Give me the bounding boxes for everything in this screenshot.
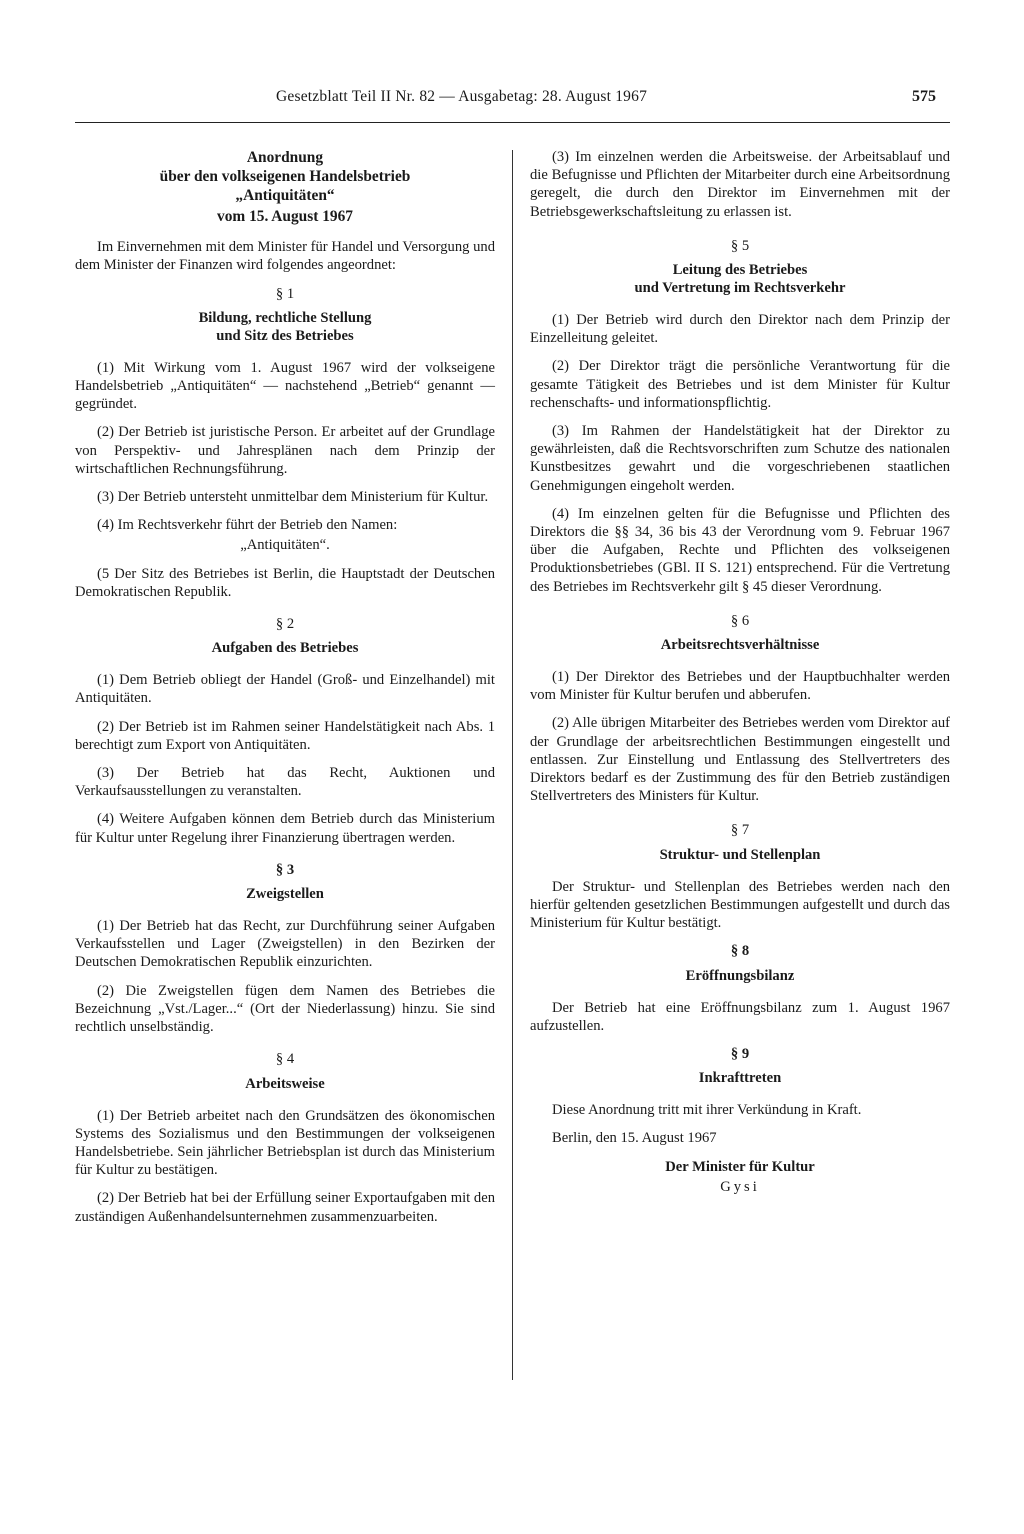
ordinance-title xyxy=(75,148,495,205)
section-2-para-3: (3) Der Betrieb hat das Recht, Auktionen und Verkaufsausstellungen zu veranstalten. xyxy=(75,765,495,800)
section-1-para-5: (5 Der Sitz des Betriebes ist Berlin, die Hauptstadt der Deutschen Demokratischen Republik. xyxy=(75,565,495,600)
signatory-title: Der Minister für Kultur xyxy=(665,1158,815,1175)
section-6-para-1: (1) Der Direktor des Betriebes und der Hauptbuchhalter werden vom Minister für Kultur berufen und abberufen. xyxy=(530,669,950,704)
section-6-heading: Arbeitsrechtsverhältnisse xyxy=(660,637,820,654)
section-7-para-1: Der Struktur- und Stellenplan des Betriebes werden nach den hierfür geltenden gesetzlichen Bestimmungen aufgestellt und durch das Ministerium für Kultur bestätigt. xyxy=(530,878,950,932)
section-1-heading-line-2: und Sitz des Betriebes xyxy=(216,327,354,344)
section-5-para-4: (4) Im einzelnen gelten für die Befugnisse und Pflichten des Direktors die §§ 34, 36 bis 43 der Verordnung vom 9. Februar 1967 über die Aufgaben, Rechte und Pflichten des volkseigenen Produktionsbetriebes (GBl. II S. 121) entsprechend. Für die Vertretung des Betriebes im Rechtsverkehr gilt § 45 dieser Verordnung. xyxy=(530,505,950,595)
section-1-para-3: (3) Der Betrieb untersteht unmittelbar dem Ministerium für Kultur. xyxy=(97,489,489,506)
section-1-heading-line-1: Bildung, rechtliche Stellung xyxy=(198,309,372,326)
section-5-para-1: (1) Der Betrieb wird durch den Direktor nach dem Prinzip der Einzelleitung geleitet. xyxy=(530,312,950,347)
section-8-number: § 8 xyxy=(730,943,750,960)
section-1-company-name: „Antiquitäten“. xyxy=(240,537,330,554)
page-header-title: Gesetzblatt Teil II Nr. 82 — Ausgabetag: 28. August 1967 xyxy=(276,88,648,105)
section-5-heading-line-1: Leitung des Betriebes xyxy=(672,262,808,279)
section-2-heading: Aufgaben des Betriebes xyxy=(211,640,359,657)
section-8-para-1: Der Betrieb hat eine Eröffnungsbilanz zum 1. August 1967 aufzustellen. xyxy=(530,999,950,1034)
right-column xyxy=(530,148,950,1198)
section-3-para-1: (1) Der Betrieb hat das Recht, zur Durchführung seiner Aufgaben Verkaufsstellen und Lager (Zweigstellen) in den Bezirken der Deutschen Demokratischen Republik einzurichten. xyxy=(75,918,495,971)
title-line-1: Anordnung xyxy=(246,149,324,166)
section-2-para-2: (2) Der Betrieb ist im Rahmen seiner Handelstätigkeit nach Abs. 1 berechtigt zum Export von Antiquitäten. xyxy=(75,718,495,753)
section-5-para-3: (3) Im Rahmen der Handelstätigkeit hat der Direktor zu gewährleisten, daß die Rechtsvorschriften zum Schutze des nationalen Kunstbesitzes gewahrt und die vorgeschriebenen staatlichen Genehmigungen eingeholt werden. xyxy=(530,423,950,494)
header-rule xyxy=(75,122,950,123)
section-9-para-1: Diese Anordnung tritt mit ihrer Verkündung in Kraft. xyxy=(552,1102,862,1119)
ordinance-date: vom 15. August 1967 xyxy=(217,208,353,225)
intro-paragraph: Im Einvernehmen mit dem Minister für Handel und Versorgung und dem Minister der Finanzen wird folgendes angeordnet: xyxy=(75,239,495,274)
section-5-heading xyxy=(530,261,950,297)
section-4-para-1: (1) Der Betrieb arbeitet nach den Grundsätzen des ökonomischen Systems des Sozialismus und den Bestimmungen der volkseigenen Handelsbetriebe. Sein jährlicher Betriebsplan ist durch das Ministerium für Kultur zu bestätigen. xyxy=(75,1107,495,1179)
section-1-number: § 1 xyxy=(275,285,295,302)
section-4-para-3: (3) Im einzelnen werden die Arbeitsweise. der Arbeitsablauf und die Befugnisse und Pflichten der Mitarbeiter durch eine Arbeitsordnung geregelt, die durch den Direktor im Einvernehmen mit der Betriebsgewerkschaftsleitung zu erlassen ist. xyxy=(530,149,950,220)
section-3-number: § 3 xyxy=(275,861,295,878)
section-2-para-1: (1) Dem Betrieb obliegt der Handel (Groß- und Einzelhandel) mit Antiquitäten. xyxy=(75,672,495,707)
section-5-number: § 5 xyxy=(730,237,750,254)
page-number: 575 xyxy=(912,88,936,105)
section-1-heading xyxy=(75,309,495,345)
section-4-heading: Arbeitsweise xyxy=(245,1075,325,1092)
section-9-number: § 9 xyxy=(730,1045,750,1062)
place-and-date: Berlin, den 15. August 1967 xyxy=(552,1130,717,1147)
section-5-heading-line-2: und Vertretung im Rechtsverkehr xyxy=(634,280,846,297)
section-3-para-2: (2) Die Zweigstellen fügen dem Namen des Betriebes die Bezeichnung „Vst./Lager...“ (Ort der Niederlassung) hinzu. Sie sind rechtlich unselbständig. xyxy=(75,982,495,1036)
section-1-para-2: (2) Der Betrieb ist juristische Person. Er arbeitet auf der Grundlage von Perspektiv- und Jahresplänen nach dem Prinzip der wirtschaftlichen Rechnungsführung. xyxy=(75,424,495,477)
signatory-name: Gysi xyxy=(720,1178,760,1195)
section-5-para-2: (2) Der Direktor trägt die persönliche Verantwortung für die gesamte Tätigkeit des Betriebes und ist dem Minister für Kultur rechenschafts- und informationspflichtig. xyxy=(530,358,950,411)
column-divider xyxy=(512,150,513,1380)
section-7-heading: Struktur- und Stellenplan xyxy=(659,846,821,863)
section-3-heading: Zweigstellen xyxy=(246,886,324,903)
section-7-number: § 7 xyxy=(730,822,750,839)
section-4-number: § 4 xyxy=(275,1051,295,1068)
section-6-para-2: (2) Alle übrigen Mitarbeiter des Betriebes werden vom Direktor auf der Grundlage der arbeitsrechtlichen Bestimmungen eingestellt und entlassen. Zur Einstellung und Entlassung des Stellvertreters des Direktors bedarf es der Zustimmung des für den Betrieb zuständigen Stellvertreters des Ministers für Kultur. xyxy=(530,715,950,805)
section-8-heading: Eröffnungsbilanz xyxy=(685,967,795,984)
section-4-para-2: (2) Der Betrieb hat bei der Erfüllung seiner Exportaufgaben mit den zuständigen Außenhandelsunternehmen zusammenzuarbeiten. xyxy=(75,1190,495,1225)
left-column xyxy=(75,148,495,1236)
section-6-number: § 6 xyxy=(730,612,750,629)
section-9-heading: Inkrafttreten xyxy=(698,1070,782,1087)
section-1-para-1: (1) Mit Wirkung vom 1. August 1967 wird der volkseigene Handelsbetrieb „Antiquitäten“ — nachstehend „Betrieb“ genannt — gegründet. xyxy=(75,359,495,413)
section-2-number: § 2 xyxy=(275,616,295,633)
title-line-2: über den volkseigenen Handelsbetrieb xyxy=(159,168,411,185)
title-line-3: „Antiquitäten“ xyxy=(235,187,335,204)
section-2-para-4: (4) Weitere Aufgaben können dem Betrieb durch das Ministerium für Kultur unter Regelung ihrer Finanzierung übertragen werden. xyxy=(75,811,495,846)
section-1-para-4: (4) Im Rechtsverkehr führt der Betrieb den Namen: xyxy=(97,517,398,534)
